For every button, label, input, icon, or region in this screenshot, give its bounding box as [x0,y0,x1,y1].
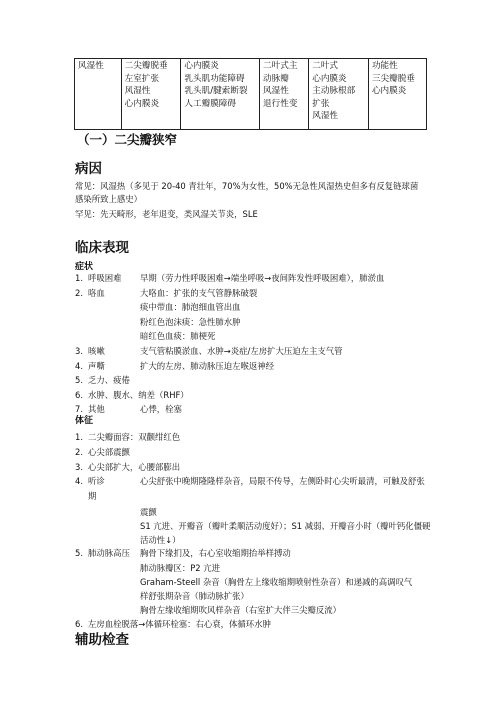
table-cell-line: 风湿性 [263,86,289,96]
list-number: 5. [75,375,83,386]
list-item [75,360,274,372]
table-cell-line: 二叶式主 [263,61,298,71]
list-item [75,461,180,473]
list-number: 4. [75,476,83,486]
symptoms-heading: 症状 [75,262,94,272]
table-cell-line: 人工瓣膜障碍 [184,98,236,109]
table-cell-line: 三尖瓣脱垂 [371,73,415,84]
list-item [75,272,384,284]
list-item [75,301,241,313]
list-number: 3. [75,346,83,356]
clinical-heading: 临床表现 [75,240,129,256]
table-cell-line: 退行性变 [263,98,298,109]
list-item [75,590,249,602]
etiology-rare: 罕见：先天畸形，老年退变，类风湿关节炎，SLE [75,209,258,219]
list-number: 2. [75,447,83,457]
table-cell-line: 心内膜炎 [184,61,219,71]
list-text: 暗红色血痰：肺梗死 [140,331,216,342]
table-cell [181,59,260,130]
list-number: 6. [75,619,83,629]
list-item [75,534,181,546]
table-cell-line: 心内膜炎 [124,98,160,109]
etiology-common: 常见：风湿热（多见于 20-40 青壮年，70%为女性，50%无急性风湿热史但多有反复链球菌 [75,181,419,191]
list-label: 心尖部扩大，心腰部膨出 [88,462,181,472]
list-number: 3. [75,462,83,472]
list-number: 6. [75,389,83,400]
list-item [75,547,291,559]
list-label: 其他 [88,404,105,415]
table-cell-line: 二尖瓣脱垂 [124,61,168,71]
list-item [75,562,220,574]
list-label: 心尖部震颤 [88,447,130,457]
list-item [75,604,341,616]
list-label: 左房血栓脱落→体循环栓塞：右心衰，体循环水肿 [88,619,271,629]
list-text: 粉红色泡沫痰：急性肺水肿 [140,316,241,327]
list-item [75,576,412,588]
signs-heading: 体征 [75,416,94,426]
list-number: 5. [75,548,83,558]
list-number: 4. [75,360,83,371]
list-text: 痰中带血：肺泡细血管出血 [140,302,241,313]
table-cell-line: 乳头肌/腱索断裂 [184,86,248,96]
table-cell-line: 风湿性 [78,61,104,71]
list-item [75,431,180,443]
table-cell [309,59,369,130]
list-item [75,389,189,401]
list-text: 支气管粘膜淤血、水肿→炎症/左房扩大压迫左主支气管 [140,346,343,356]
list-item [75,345,342,357]
list-item [75,374,130,386]
list-label: 二尖瓣面容：双颧绀红色 [88,432,181,442]
list-label: 水肿、腹水、纳差（RHF） [88,389,189,400]
table-cell-line: 风湿性 [124,86,151,96]
list-item [75,446,130,458]
table-cell [121,59,181,130]
table-cell-line: 二叶式 [312,61,339,71]
list-text: 肺动脉瓣区：P2 亢进 [140,563,221,573]
list-item [75,316,241,328]
etiology-table [74,58,427,130]
list-label: 声嘶 [88,360,105,371]
list-number: 2. [75,287,83,298]
list-label: 肺动脉高压 [88,548,130,558]
list-text: 扩大的左房、肺动脉压迫左喉返神经 [140,360,274,371]
list-text: 心尖舒张中晚期隆隆样杂音，局限不传导，左侧卧时心尖听最清，可触及舒张 [140,476,425,486]
list-text: 胸骨下缘扪及，右心室收缩期抬举样搏动 [140,548,291,558]
list-text: 样舒张期杂音（肺动脉扩张） [140,591,249,601]
list-text: 震颤 [140,507,157,517]
table-cell-line: 心内膜炎 [371,86,407,96]
list-text: 大咯血：扩张的支气管静脉破裂 [140,287,258,298]
list-label: 听诊 [88,476,105,486]
list-label: 呼吸困难 [88,273,122,283]
aux-heading: 辅助检查 [75,632,129,648]
etiology-heading: 病因 [75,161,102,177]
list-number: 7. [75,404,83,415]
list-text: 期 [88,491,97,501]
list-text: 胸骨左缘收缩期吹风样杂音（右室扩大伴三尖瓣反流） [140,605,341,615]
list-number: 1. [75,273,83,283]
table-cell [75,59,122,130]
table-cell-line: 风湿性 [312,111,339,121]
list-item [75,330,215,342]
list-text: 早期（劳力性呼吸困难→端坐呼吸→夜间阵发性呼吸困难），肺淤血 [140,273,385,283]
table-row [75,59,427,130]
list-label: 乏力、疲倦 [88,375,130,386]
list-text: Graham-Steell 杂音（胸骨左上缘收缩期喷射性杂音）和递减的高调叹气 [140,577,413,587]
section-title: （一）二尖瓣狭窄 [77,132,178,147]
list-item [75,490,96,502]
list-label: 咳嗽 [88,346,105,356]
list-item [75,520,430,532]
table-cell-line: 动脉瓣 [263,73,289,84]
table-cell-line: 主动脉根部 [312,86,356,96]
list-item [75,475,425,487]
list-label: 咯血 [88,287,105,298]
list-item [75,506,157,518]
list-text: S1 亢进、开瓣音（瓣叶柔顺活动度好）；S1 减弱、开瓣音小时（瓣叶钙化僵硬 [140,521,431,531]
table-cell [368,59,426,130]
table-cell-line: 左室扩张 [124,73,160,84]
list-text: 心悸，栓塞 [140,404,182,415]
table-cell-line: 功能性 [371,61,398,71]
table-cell-line: 心内膜炎 [312,73,347,84]
etiology-common-cont: 感染所致上感史） [75,194,142,204]
table-cell-line: 扩张 [312,98,330,109]
list-number: 1. [75,432,83,442]
table-cell-line: 乳头肌功能障碍 [184,73,245,84]
list-item [75,287,257,299]
list-text: 活动性↓） [140,535,181,545]
table-cell [260,59,309,130]
